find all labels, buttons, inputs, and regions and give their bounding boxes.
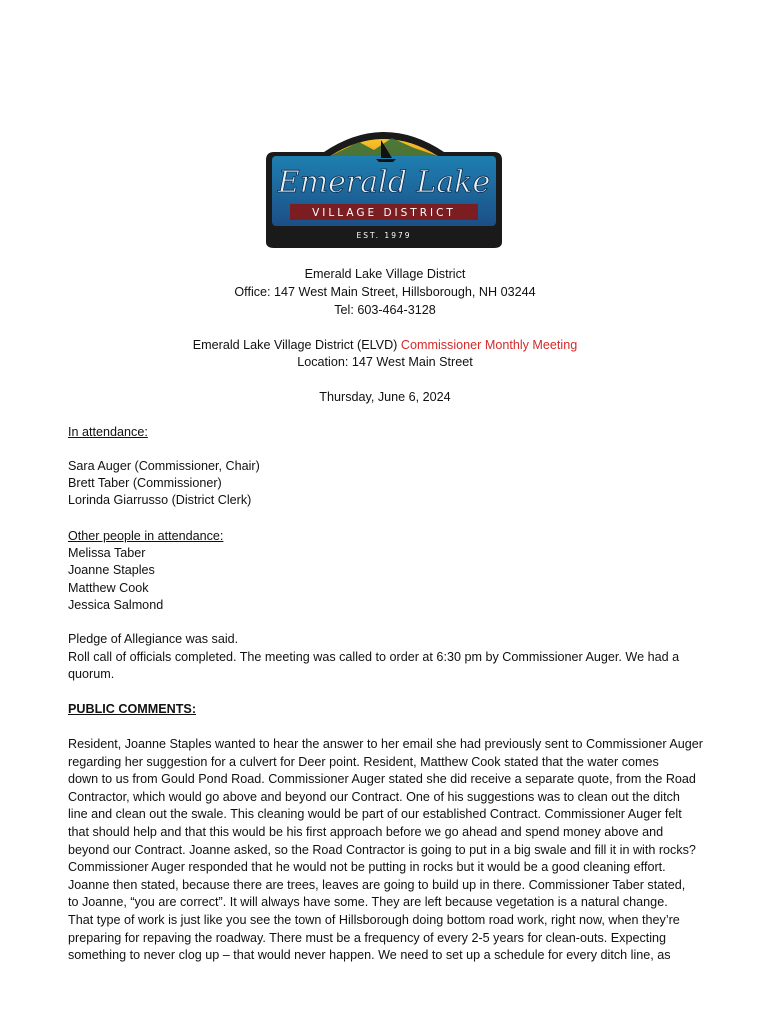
- paragraph-line: Commissioner Auger responded that he would not be putting in rocks but it would be a good cleaning effort.: [68, 860, 666, 875]
- emerald-lake-logo: [264, 120, 504, 250]
- paragraph-line: beyond our Contract. Joanne asked, so the Road Contractor is going to put in a big swale and fill it in with rocks?: [68, 842, 696, 857]
- logo-subtitle: VILLAGE DISTRICT: [312, 207, 456, 219]
- paragraph-line: regarding her suggestion for a culvert for Deer point. Resident, Matthew Cook stated that the water comes: [68, 754, 659, 769]
- office-address: Office: 147 West Main Street, Hillsborough, NH 03244: [234, 285, 536, 299]
- others-heading: Other people in attendance:: [68, 529, 224, 543]
- other-person: Melissa Taber: [68, 546, 146, 560]
- public-comments-body: [68, 736, 708, 965]
- attendee-chair: Sara Auger (Commissioner, Chair): [68, 459, 260, 473]
- paragraph-line: line and clean out the swale. This cleaning would be part of our established Contract. Commissioner Auger felt: [68, 807, 682, 822]
- attendee-clerk: Lorinda Giarrusso (District Clerk): [68, 493, 252, 507]
- paragraph-line: something to never clog up – that would never happen. We need to set up a schedule for every ditch line, as: [68, 948, 671, 963]
- telephone: Tel: 603-464-3128: [334, 303, 436, 317]
- meeting-location: Location: 147 West Main Street: [297, 355, 473, 369]
- other-person: Jessica Salmond: [68, 598, 164, 612]
- meeting-title: [0, 337, 770, 355]
- logo-title: Emerald Lake: [277, 165, 491, 200]
- paragraph-line: Contractor, which would go above and beyond our Contract. One of his suggestions was to clean out the ditch: [68, 789, 680, 804]
- rollcall-text-cont: quorum.: [68, 667, 115, 681]
- meeting-title-prefix: Emerald Lake Village District (ELVD): [192, 338, 401, 352]
- attendance-heading: In attendance:: [68, 425, 148, 439]
- attendee-commissioner: Brett Taber (Commissioner): [68, 476, 222, 490]
- other-person: Matthew Cook: [68, 581, 149, 595]
- pledge-text: Pledge of Allegiance was said.: [68, 632, 239, 646]
- paragraph-line: Joanne then stated, because there are trees, leaves are going to build up in there. Commissioner Taber stated,: [68, 877, 686, 892]
- other-person: Joanne Staples: [68, 563, 155, 577]
- org-name: Emerald Lake Village District: [304, 267, 466, 281]
- paragraph-line: that should help and that this would be his first approach before we go ahead and spend money above and: [68, 824, 664, 839]
- logo-graphic: [264, 120, 504, 250]
- meeting-type-highlight: Commissioner Monthly Meeting: [400, 338, 578, 352]
- paragraph-line: Resident, Joanne Staples wanted to hear the answer to her email she had previously sent to Commissioner Auger: [68, 737, 703, 751]
- logo-established: EST. 1979: [356, 231, 412, 240]
- paragraph-line: down to us from Gould Pond Road. Commissioner Auger stated she did receive a separate quote, from the Road: [68, 772, 696, 787]
- paragraph-line: to Joanne, “you are correct”. It will always have some. They are left because vegetation is a natural change.: [68, 895, 668, 910]
- public-comments-heading: PUBLIC COMMENTS:: [68, 702, 197, 716]
- paragraph-line: preparing for repaving the roadway. There must be a frequency of every 2-5 years for clean-outs. Expecting: [68, 930, 667, 945]
- meeting-date: Thursday, June 6, 2024: [319, 390, 451, 404]
- rollcall-text: Roll call of officials completed. The meeting was called to order at 6:30 pm by Commissioner Auger. We had a: [68, 650, 680, 664]
- paragraph-line: That type of work is just like you see the town of Hillsborough doing bottom road work, right now, when they’re: [68, 912, 680, 927]
